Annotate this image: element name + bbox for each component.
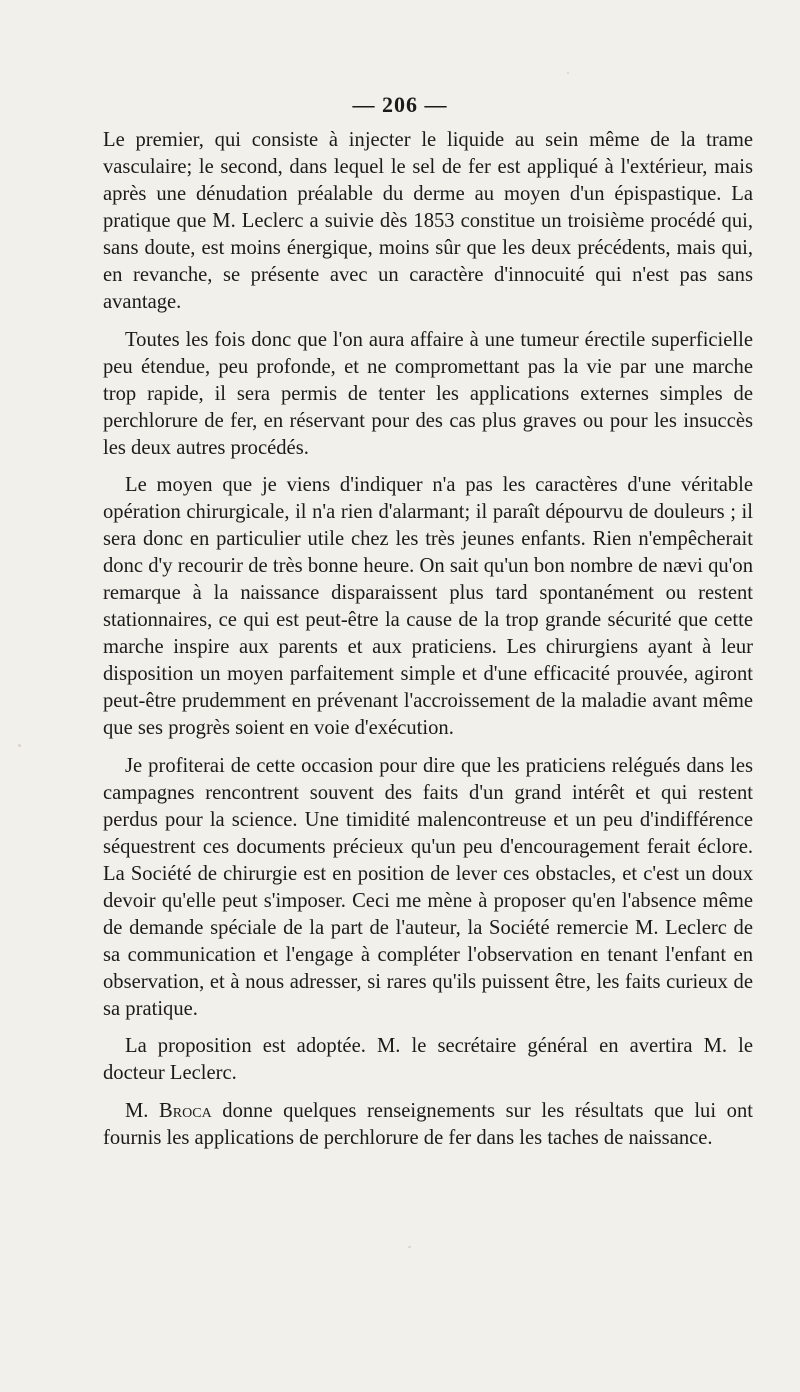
paragraph-procedes: Le premier, qui consiste à injecter le liquide au sein même de la trame vasculaire; le second, dans lequel le sel de fer est appliqué à l'extérieur, mais après une dénudation préalable du derme au moyen d'un épispastique. La pratique que M. Leclerc a suivie dès 1853 constitue un troisième procédé qui, sans doute, est moins énergique, moins sûr que les deux précédents, mais qui, en revanche, se présente avec un caractère d'innocuité qui n'est pas sans avantage. [103,129,753,313]
broca-prefix: M. [125,1099,149,1122]
page-body [103,127,753,1162]
paragraph-broca [103,1098,753,1152]
paper-speck [567,72,569,74]
broca-text: donne quelques renseignements sur les résultats que lui ont fournis les applications de perchlorure de fer dans les taches de naissance. [103,1099,753,1149]
paragraph-adoption: La proposition est adoptée. M. le secrétaire général en avertira M. le docteur Leclerc. [103,1035,753,1084]
paragraph-applications: Toutes les fois donc que l'on aura affaire à une tumeur érectile superficielle peu étendue, peu profonde, et ne compromettant pas la vie par une marche trop rapide, il sera permis de tenter les applications externes simples de perchlorure de fer, en réservant pour des cas plus graves ou pour les insuccès les deux autres procédés. [103,328,753,459]
paper-speck [18,744,21,747]
paper-speck [408,1246,411,1248]
broca-name: Broca [159,1099,212,1122]
paragraph-proposition: Je profiterai de cette occasion pour dire que les praticiens relégués dans les campagnes rencontrent souvent des faits d'un grand intérêt et qui restent perdus pour la science. Une timidité malencontreuse et un peu d'indifférence séquestrent ces documents précieux qu'un peu d'encouragement ferait éclore. La Société de chirurgie est en position de lever ces obstacles, et c'est un doux devoir qu'elle peut s'imposer. Ceci me mène à proposer qu'en l'absence même de demande spéciale de la part de l'auteur, la Société remercie M. Leclerc de sa communication et l'engage à compléter l'observation en tenant l'enfant en observation, et à nous adresser, si rares qu'ils puissent être, les faits curieux de sa pratique. [103,754,753,1020]
page-number: — 206 — [352,92,448,117]
paragraph-moyen: Le moyen que je viens d'indiquer n'a pas les caractères d'une véritable opération chirurgicale, il n'a rien d'alarmant; il paraît dépourvu de douleurs ; il sera donc en particulier utile chez les très jeunes enfants. Rien n'empêcherait donc d'y recourir de très bonne heure. On sait qu'un bon nombre de nævi qu'on remarque à la naissance disparaissent plus tard spontanément ou restent stationnaires, ce qui est peut-être la cause de la trop grande sécurité que cette marche inspire aux parents et aux praticiens. Les chirurgiens ayant à leur disposition un moyen parfaitement simple et d'une efficacité prouvée, agiront peut-être prudemment en prévenant l'accroissement de la maladie avant même que ses progrès soient en voie d'exécution. [103,474,753,739]
